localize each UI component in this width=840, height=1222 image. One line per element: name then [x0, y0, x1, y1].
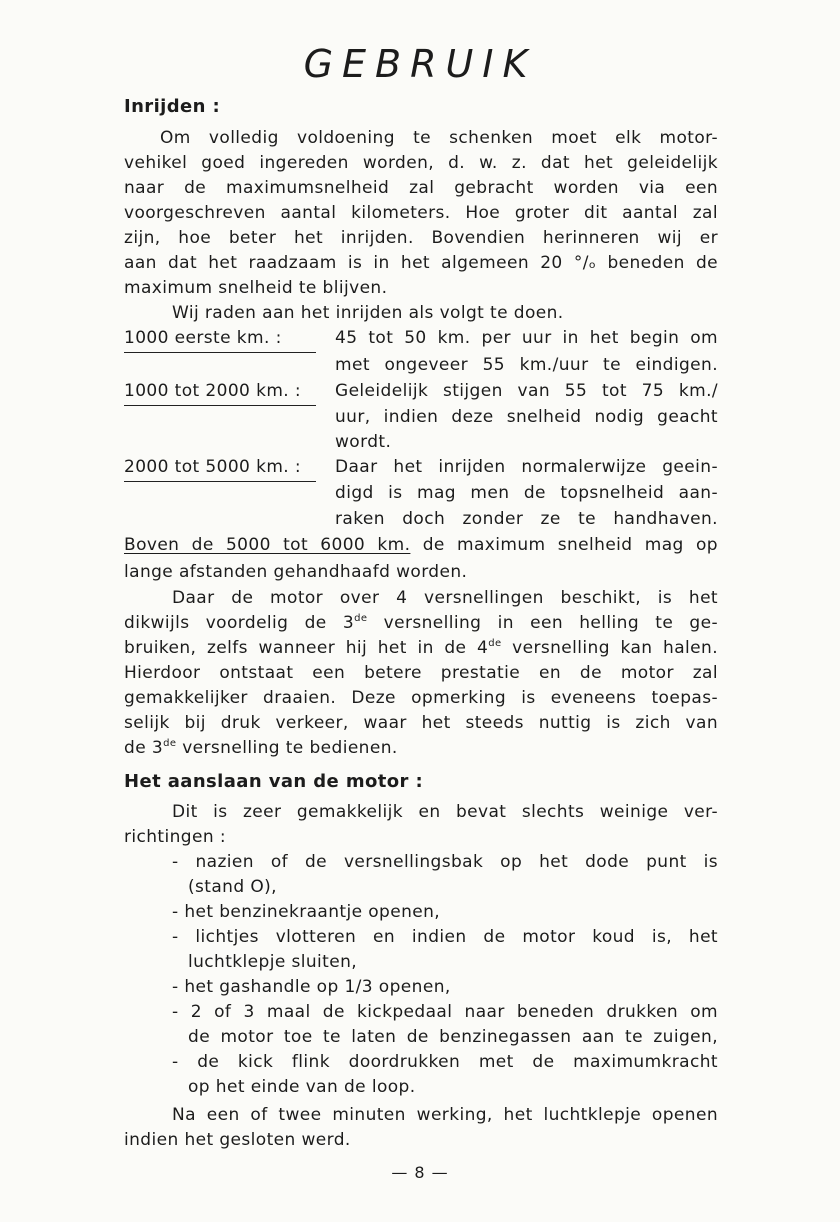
paragraph-line: voorgeschreven aantal kilometers. Hoe groter dit aantal zal: [124, 203, 718, 223]
schedule-text: wordt.: [335, 432, 392, 452]
step-item: - het gashandle op 1/3 openen,: [172, 977, 451, 997]
page-title: GEBRUIK: [303, 42, 537, 86]
schedule-text: digd is mag men de topsnelheid aan-: [335, 483, 718, 503]
schedule-text: met ongeveer 55 km./uur te eindigen.: [335, 355, 718, 375]
ordinal-suffix: de: [488, 638, 502, 649]
step-item: - de kick flink doordrukken met de maximumkracht: [172, 1052, 718, 1072]
text-fragment: versnelling kan halen.: [501, 638, 718, 658]
paragraph-line: lange afstanden gehandhaafd worden.: [124, 562, 468, 582]
paragraph-line: indien het gesloten werd.: [124, 1130, 351, 1150]
paragraph-line: naar de maximumsnelheid zal gebracht worden via een: [124, 178, 718, 198]
schedule-text: Geleidelijk stijgen van 55 tot 75 km./: [335, 381, 718, 401]
paragraph-line: vehikel goed ingereden worden, d. w. z. dat het geleidelijk: [124, 153, 718, 173]
schedule-text: Daar het inrijden normalerwijze geein-: [335, 457, 718, 477]
text-fragment: versnelling te bedienen.: [176, 738, 398, 758]
paragraph-line: [124, 738, 718, 758]
schedule-label: 2000 tot 5000 km. :: [124, 457, 302, 477]
step-item: - het benzinekraantje openen,: [172, 902, 441, 922]
label-underline: [124, 352, 316, 353]
schedule-text: uur, indien deze snelheid nodig geacht: [335, 407, 718, 427]
paragraph-line: aan dat het raadzaam is in het algemeen 20 °/ₒ beneden de: [124, 253, 718, 273]
boven-text: de maximum snelheid mag op: [410, 535, 718, 555]
paragraph-line: selijk bij druk verkeer, waar het steeds nuttig is zich van: [124, 713, 718, 733]
ordinal-suffix: de: [354, 613, 368, 624]
paragraph-line: Hierdoor ontstaat een betere prestatie en de motor zal: [124, 663, 718, 683]
step-item: - nazien of de versnellingsbak op het dode punt is: [172, 852, 718, 872]
paragraph-line: richtingen :: [124, 827, 226, 847]
paragraph-line: Daar de motor over 4 versnellingen beschikt, is het: [172, 588, 718, 608]
step-item: - lichtjes vlotteren en indien de motor koud is, het: [172, 927, 718, 947]
step-continuation: op het einde van de loop.: [188, 1077, 416, 1097]
label-underline: [124, 405, 316, 406]
paragraph-line: Dit is zeer gemakkelijk en bevat slechts weinige ver-: [172, 802, 718, 822]
paragraph-line: zijn, hoe beter het inrijden. Bovendien herinneren wij er: [124, 228, 718, 248]
schedule-text: raken doch zonder ze te handhaven.: [335, 509, 718, 529]
schedule-label: 1000 eerste km. :: [124, 328, 282, 348]
step-continuation: luchtklepje sluiten,: [188, 952, 358, 972]
section-heading-inrijden: Inrijden :: [124, 96, 221, 117]
paragraph-line: Om volledig voldoening te schenken moet elk motor-: [160, 128, 718, 148]
paragraph-line: [124, 638, 718, 658]
schedule-text: 45 tot 50 km. per uur in het begin om: [335, 328, 718, 348]
paragraph-line: gemakkelijker draaien. Deze opmerking is eveneens toepas-: [124, 688, 718, 708]
boven-line: [124, 535, 718, 555]
paragraph-line: maximum snelheid te blijven.: [124, 278, 388, 298]
boven-label: Boven de 5000 tot 6000 km.: [124, 535, 411, 555]
section-heading-aanslaan: Het aanslaan van de motor :: [124, 771, 424, 792]
text-fragment: de 3: [124, 738, 164, 758]
text-fragment: bruiken, zelfs wanneer hij het in de 4: [124, 638, 489, 658]
page-number: — 8 —: [391, 1163, 449, 1182]
advice-line: Wij raden aan het inrijden als volgt te doen.: [172, 303, 564, 323]
text-fragment: versnelling in een helling te ge-: [367, 613, 718, 633]
step-item: - 2 of 3 maal de kickpedaal naar beneden drukken om: [172, 1002, 718, 1022]
paragraph-line: Na een of twee minuten werking, het luchtklepje openen: [172, 1105, 718, 1125]
step-continuation: de motor toe te laten de benzinegassen aan te zuigen,: [188, 1027, 718, 1047]
paragraph-line: [124, 613, 718, 633]
schedule-label: 1000 tot 2000 km. :: [124, 381, 302, 401]
label-underline: [124, 481, 316, 482]
step-continuation: (stand O),: [188, 877, 277, 897]
text-fragment: dikwijls voordelig de 3: [124, 613, 355, 633]
ordinal-suffix: de: [163, 738, 177, 749]
